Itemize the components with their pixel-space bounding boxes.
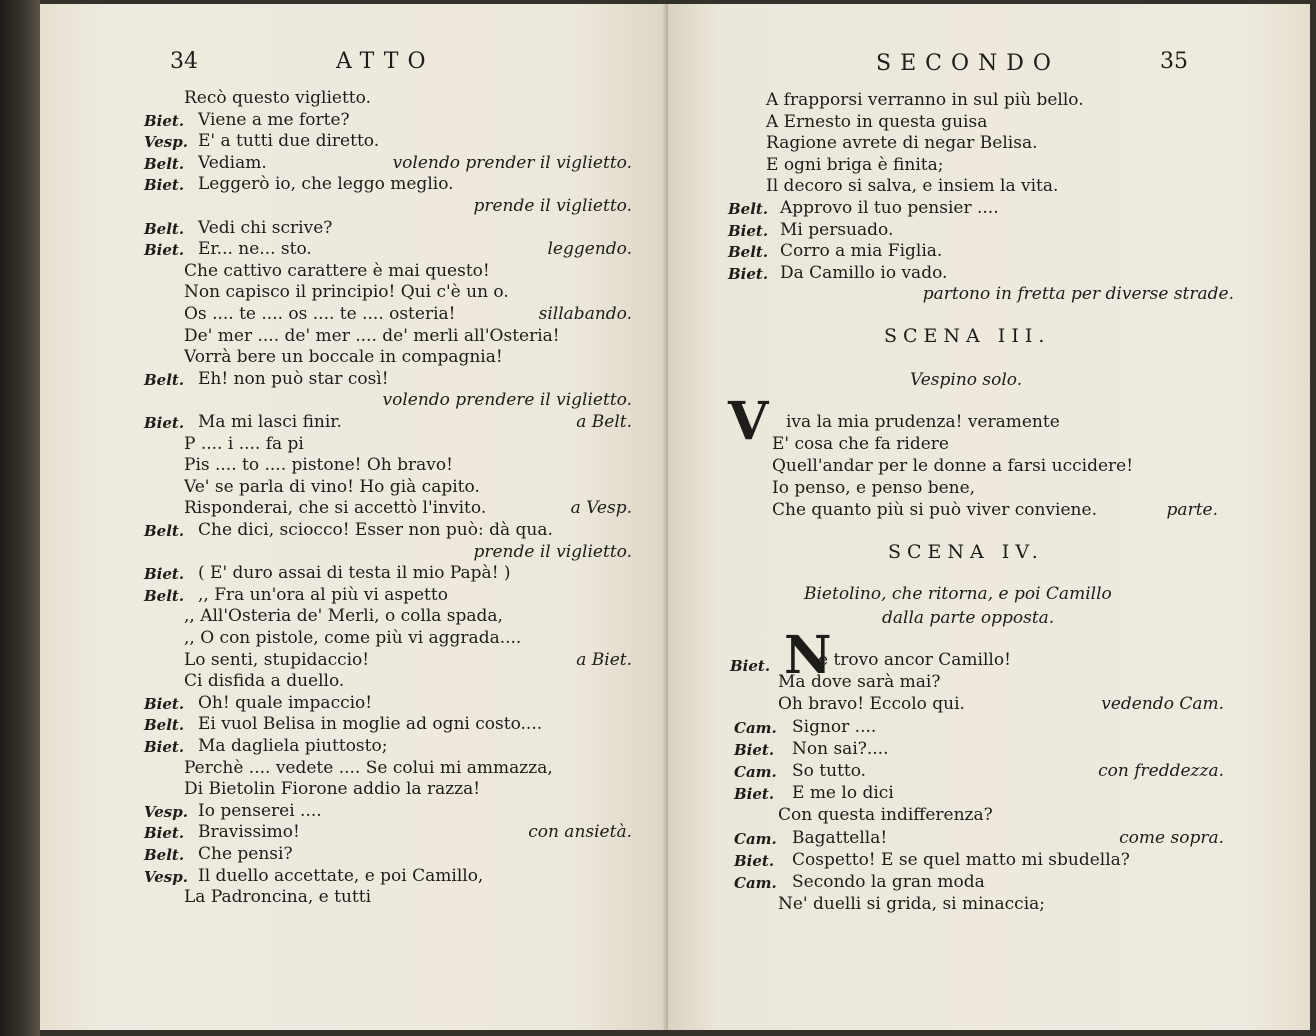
speaker-label: Belt. xyxy=(144,586,185,605)
speaker-label: Belt. xyxy=(144,846,185,864)
speaker-label: Biet. xyxy=(144,414,185,432)
verse-line: Vediam. xyxy=(198,152,267,173)
verse-line: iva la mia prudenza! veramente xyxy=(786,412,1060,432)
speaker-label: Biet. xyxy=(144,111,185,130)
speaker-label: Belt. xyxy=(728,243,769,262)
verse-line: A Ernesto in questa guisa xyxy=(766,111,988,132)
verse-line: Bravissimo! xyxy=(198,822,300,843)
speaker-label: Belt. xyxy=(728,200,769,218)
verse-line: Ma mi lasci finir. xyxy=(198,412,342,432)
verse-line: Quell'andar per le donne a farsi uccidere! xyxy=(772,456,1134,476)
verse-line: Ci disfida a duello. xyxy=(184,671,345,692)
verse-line: Er... ne... sto. xyxy=(198,239,312,260)
verse-line: Il decoro si salva, e insiem la vita. xyxy=(766,176,1059,197)
page-number-left: 34 xyxy=(170,49,198,74)
stage-direction: volendo prendere il viglietto. xyxy=(382,390,632,411)
verse-line: P .... i .... fa pi xyxy=(184,433,304,454)
verse-line: La Padroncina, e tutti xyxy=(184,887,372,908)
speaker-label: Biet. xyxy=(144,694,185,713)
verse-line: Eh! non può star così! xyxy=(198,368,389,389)
running-head-left: ATTO xyxy=(336,49,435,74)
speaker-label: Biet. xyxy=(730,657,771,675)
verse-line: ,, Fra un'ora al più vi aspetto xyxy=(198,584,448,605)
speaker-label: Biet. xyxy=(144,824,185,843)
verse-line: Vedi chi scrive? xyxy=(198,217,333,238)
stage-direction: a Belt. xyxy=(576,412,632,432)
verse-line: De' mer .... de' mer .... de' merli all'Osteria! xyxy=(184,325,560,346)
speaker-label: Biet. xyxy=(144,565,185,584)
verse-line: Non sai?.... xyxy=(792,738,889,759)
verse-line: Pis .... to .... pistone! Oh bravo! xyxy=(184,455,453,476)
verse-line: Cospetto! E se quel matto mi sbudella? xyxy=(792,849,1130,870)
speaker-label: Vesp. xyxy=(144,867,188,886)
speaker-label: Belt. xyxy=(144,219,185,238)
verse-line: Che pensi? xyxy=(198,844,293,864)
drop-cap-n: N xyxy=(784,625,832,686)
stage-direction: parte. xyxy=(1166,500,1218,520)
page-number-right: 35 xyxy=(1160,49,1188,74)
verse-line: Secondo la gran moda xyxy=(792,872,985,892)
speaker-label: Cam. xyxy=(734,718,777,737)
verse-line: Viene a me forte? xyxy=(198,109,350,130)
speaker-label: Belt. xyxy=(144,522,185,540)
verse-line: ,, O con pistole, come più vi aggrada.... xyxy=(184,628,522,648)
verse-line: Non capisco il principio! Qui c'è un o. xyxy=(184,282,509,303)
verse-line: Io penserei .... xyxy=(198,800,322,821)
speaker-label: Biet. xyxy=(728,264,769,283)
speaker-label: Belt. xyxy=(144,154,185,173)
verse-line: Ma dove sarà mai? xyxy=(778,672,941,693)
verse-line: è trovo ancor Camillo! xyxy=(818,650,1011,670)
verse-line: Os .... te .... os .... te .... osteria! xyxy=(184,304,456,324)
verse-line: Mi persuado. xyxy=(780,219,894,240)
verse-line: Ei vuol Belisa in moglie ad ogni costo.... xyxy=(198,714,543,735)
drop-cap-v: V xyxy=(728,391,769,452)
book-edge xyxy=(0,0,40,1036)
verse-line: Che cattivo carattere è mai questo! xyxy=(184,260,490,281)
verse-line: Con questa indifferenza? xyxy=(778,805,993,826)
scene-4-subtitle-1: Bietolino, che ritorna, e poi Camillo xyxy=(804,584,1112,604)
stage-direction: prende il viglietto. xyxy=(473,196,632,216)
verse-line: So tutto. xyxy=(792,761,867,781)
scene-4-subtitle-2: dalla parte opposta. xyxy=(882,608,1055,628)
speaker-label: Biet. xyxy=(144,176,185,195)
stage-direction: vedendo Cam. xyxy=(1101,694,1224,715)
verse-line: Oh bravo! Eccolo qui. xyxy=(778,694,965,715)
verse-line: Corro a mia Figlia. xyxy=(780,241,943,262)
stage-direction: come sopra. xyxy=(1119,827,1224,848)
speaker-label: Cam. xyxy=(734,763,777,781)
verse-line: Leggerò io, che leggo meglio. xyxy=(198,174,454,195)
speaker-label: Biet. xyxy=(734,740,775,759)
speaker-label: Cam. xyxy=(734,829,777,848)
verse-line: Bagattella! xyxy=(792,827,888,848)
verse-line: Ne' duelli si grida, si minaccia; xyxy=(778,894,1046,915)
right-page xyxy=(668,4,1310,1030)
stage-direction: sillabando. xyxy=(538,304,632,324)
verse-line: ( E' duro assai di testa il mio Papà! ) xyxy=(198,563,511,584)
speaker-label: Biet. xyxy=(734,785,775,804)
verse-line: Signor .... xyxy=(792,716,877,737)
stage-direction: con ansietà. xyxy=(528,822,632,843)
stage-direction: partono in fretta per diverse strade. xyxy=(922,284,1234,305)
scene-3-subtitle: Vespino solo. xyxy=(910,370,1023,390)
stage-direction: con freddezza. xyxy=(1098,761,1224,781)
verse-line: Da Camillo io vado. xyxy=(780,262,948,283)
verse-line: Che quanto più si può viver conviene. xyxy=(772,500,1097,520)
verse-line: Oh! quale impaccio! xyxy=(198,692,373,713)
verse-line: E me lo dici xyxy=(792,783,894,804)
scene-4-title: SCENA IV. xyxy=(888,541,1044,563)
speaker-label: Biet. xyxy=(734,851,775,870)
stage-direction: volendo prender il viglietto. xyxy=(392,152,632,173)
speaker-label: Biet. xyxy=(728,221,769,240)
verse-line: Ve' se parla di vino! Ho già capito. xyxy=(184,476,480,497)
verse-line: Risponderai, che si accettò l'invito. xyxy=(184,498,487,519)
speaker-label: Belt. xyxy=(144,370,185,389)
verse-line: E' cosa che fa ridere xyxy=(772,434,949,454)
running-head-right: SECONDO xyxy=(876,51,1060,76)
speaker-label: Cam. xyxy=(734,874,777,892)
stage-direction: a Vesp. xyxy=(570,498,632,519)
speaker-label: Belt. xyxy=(144,716,185,735)
verse-line: Perchè .... vedete .... Se colui mi ammazza, xyxy=(184,757,553,778)
verse-line: A frapporsi verranno in sul più bello. xyxy=(766,90,1084,110)
verse-line: Io penso, e penso bene, xyxy=(772,478,976,498)
speaker-label: Biet. xyxy=(144,241,185,260)
verse-line: Lo senti, stupidaccio! xyxy=(184,649,370,670)
verse-line: Ragione avrete di negar Belisa. xyxy=(766,133,1038,154)
speaker-label: Vesp. xyxy=(144,802,188,821)
verse-line: E ogni briga è finita; xyxy=(766,154,944,175)
scene-3-title: SCENA III. xyxy=(884,325,1051,347)
stage-direction: a Biet. xyxy=(576,649,632,670)
verse-line: Approvo il tuo pensier .... xyxy=(780,198,999,218)
verse-line: Recò questo viglietto. xyxy=(184,88,371,108)
verse-line: Che dici, sciocco! Esser non può: dà qua. xyxy=(198,520,553,540)
verse-line: E' a tutti due diretto. xyxy=(198,131,380,152)
speaker-label: Biet. xyxy=(144,738,185,756)
verse-line: ,, All'Osteria de' Merli, o colla spada, xyxy=(184,606,503,627)
stage-direction: prende il viglietto. xyxy=(473,541,632,562)
stage-direction: leggendo. xyxy=(547,239,632,260)
speaker-label: Vesp. xyxy=(144,133,188,152)
verse-line: Di Bietolin Fiorone addio la razza! xyxy=(184,779,481,800)
verse-line: Vorrà bere un boccale in compagnia! xyxy=(184,347,503,368)
verse-line: Ma dagliela piuttosto; xyxy=(198,736,388,756)
left-page xyxy=(40,4,668,1030)
verse-line: Il duello accettate, e poi Camillo, xyxy=(198,865,484,886)
